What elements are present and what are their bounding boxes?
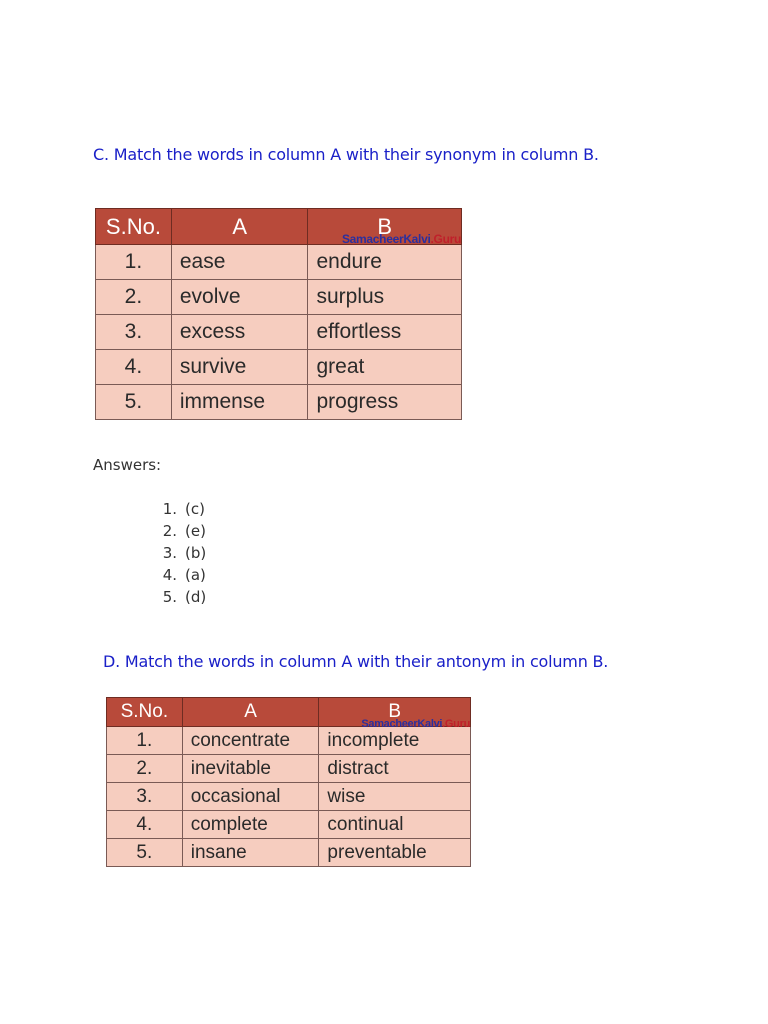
row-word-b: distract xyxy=(319,755,471,783)
synonym-table xyxy=(95,208,462,420)
section-d-heading: D. Match the words in column A with their antonym in column B. xyxy=(103,652,609,671)
header-sno: S.No. xyxy=(107,698,183,727)
list-item xyxy=(150,588,206,610)
table-row xyxy=(96,315,462,350)
row-word-a: insane xyxy=(182,839,319,867)
section-c-heading: C. Match the words in column A with their synonym in column B. xyxy=(93,145,599,164)
table-row xyxy=(96,245,462,280)
header-b: B SamacheerKalvi.Guru xyxy=(319,698,471,727)
header-b: B SamacheerKalvi.Guru xyxy=(308,209,462,245)
list-item xyxy=(150,544,206,566)
answers-list xyxy=(150,500,206,610)
table-header-row xyxy=(96,209,462,245)
row-word-a: inevitable xyxy=(182,755,319,783)
row-word-b: surplus xyxy=(308,280,462,315)
row-sno: 3. xyxy=(96,315,172,350)
header-a: A xyxy=(182,698,319,727)
row-word-b: wise xyxy=(319,783,471,811)
answers-label: Answers: xyxy=(93,456,162,474)
row-word-a: ease xyxy=(171,245,308,280)
answer-number: 1. xyxy=(162,500,177,518)
row-word-b: effortless xyxy=(308,315,462,350)
answer-value: (e) xyxy=(185,522,206,540)
row-word-b: continual xyxy=(319,811,471,839)
row-sno: 4. xyxy=(96,350,172,385)
table-row xyxy=(107,783,471,811)
answer-number: 5. xyxy=(162,588,177,606)
answer-value: (a) xyxy=(185,566,206,584)
antonym-table xyxy=(106,697,471,867)
row-sno: 4. xyxy=(107,811,183,839)
table-row xyxy=(96,350,462,385)
table-row xyxy=(107,811,471,839)
answer-number: 3. xyxy=(162,544,177,562)
row-word-b: preventable xyxy=(319,839,471,867)
row-word-a: survive xyxy=(171,350,308,385)
row-sno: 1. xyxy=(96,245,172,280)
watermark-logo: SamacheerKalvi.Guru xyxy=(341,232,461,246)
row-word-b: progress xyxy=(308,385,462,420)
row-word-a: complete xyxy=(182,811,319,839)
row-word-b: incomplete xyxy=(319,727,471,755)
row-word-a: excess xyxy=(171,315,308,350)
answer-value: (c) xyxy=(185,500,205,518)
list-item xyxy=(150,500,206,522)
answer-value: (d) xyxy=(185,588,207,606)
table-row xyxy=(107,755,471,783)
row-sno: 5. xyxy=(107,839,183,867)
table-row xyxy=(96,280,462,315)
header-a: A xyxy=(171,209,308,245)
row-word-a: evolve xyxy=(171,280,308,315)
watermark-logo: SamacheerKalvi.Guru xyxy=(361,718,470,730)
list-item xyxy=(150,522,206,544)
row-sno: 2. xyxy=(96,280,172,315)
row-sno: 1. xyxy=(107,727,183,755)
answer-number: 2. xyxy=(162,522,177,540)
row-sno: 2. xyxy=(107,755,183,783)
answer-value: (b) xyxy=(185,544,207,562)
row-sno: 5. xyxy=(96,385,172,420)
row-word-a: immense xyxy=(171,385,308,420)
row-word-b: endure xyxy=(308,245,462,280)
row-word-b: great xyxy=(308,350,462,385)
table-row xyxy=(107,727,471,755)
header-sno: S.No. xyxy=(96,209,172,245)
row-sno: 3. xyxy=(107,783,183,811)
table-row xyxy=(107,839,471,867)
row-word-a: occasional xyxy=(182,783,319,811)
table-header-row xyxy=(107,698,471,727)
list-item xyxy=(150,566,206,588)
table-row xyxy=(96,385,462,420)
answer-number: 4. xyxy=(162,566,177,584)
row-word-a: concentrate xyxy=(182,727,319,755)
